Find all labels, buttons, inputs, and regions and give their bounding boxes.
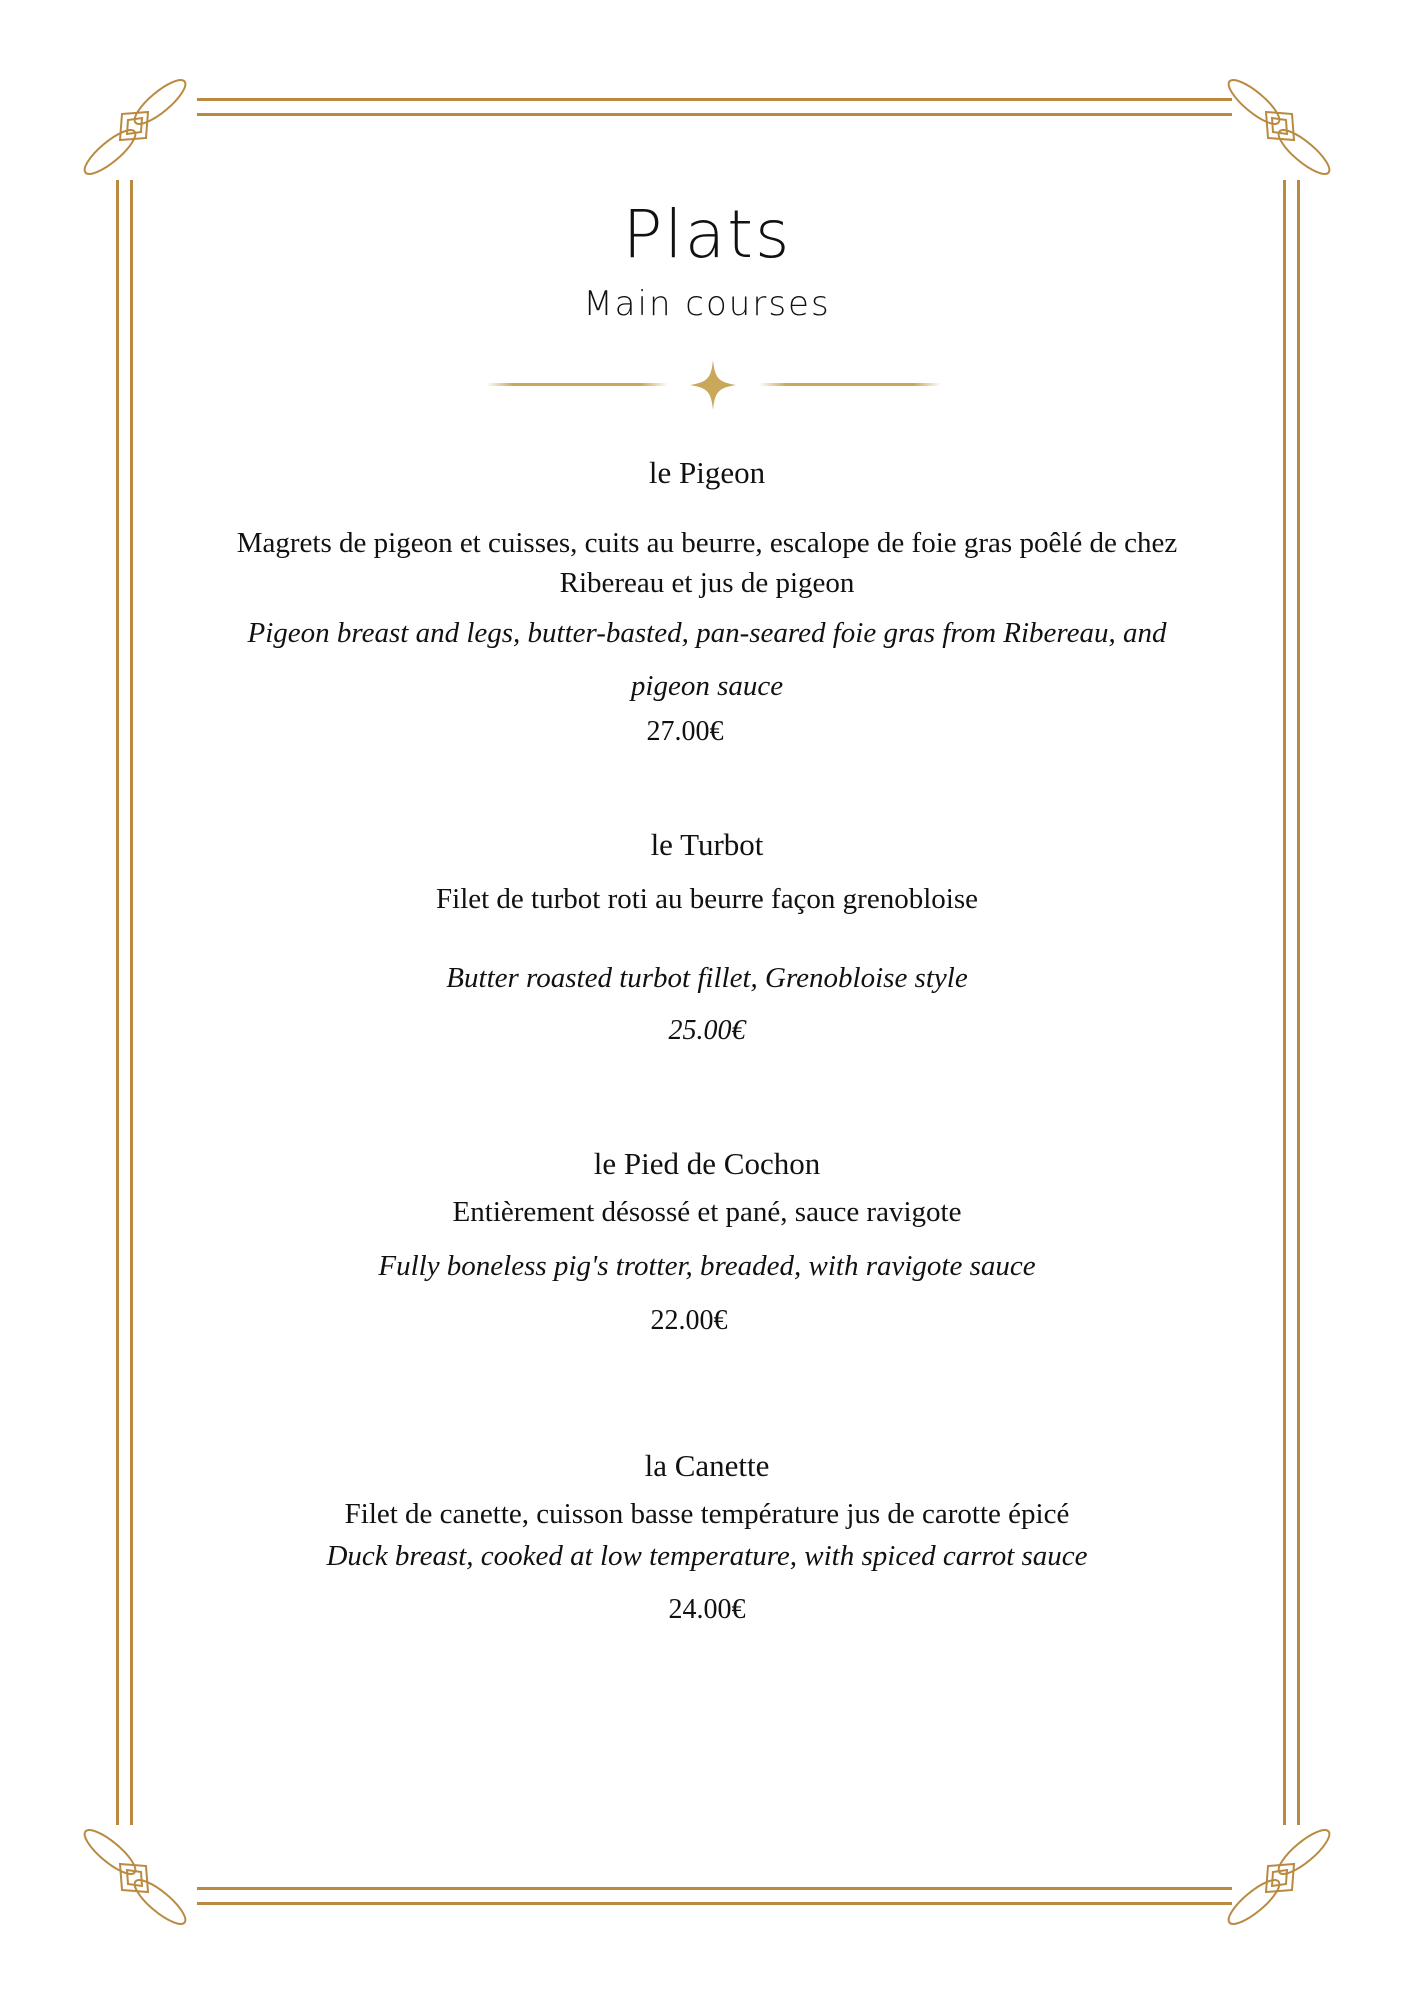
dish-description-fr: Ribereau et jus de pigeon: [559, 567, 855, 599]
dish-description-fr: Filet de turbot roti au beurre façon grenobloise: [436, 883, 978, 915]
frame-right-inner-line: [1283, 180, 1286, 1825]
dish-price: 22.00€: [650, 1305, 728, 1336]
sparkle-star-icon: [690, 360, 736, 410]
corner-ornament-icon: [80, 72, 200, 192]
dish-description-en: pigeon sauce: [630, 670, 784, 702]
frame-left-outer-line: [116, 180, 119, 1825]
frame-bottom-inner-line: [197, 1887, 1232, 1890]
frame-top-inner-line: [197, 113, 1232, 116]
divider-line-right: [759, 383, 941, 386]
dish-description-fr: Magrets de pigeon et cuisses, cuits au beurre, escalope de foie gras poêlé de chez: [236, 527, 1178, 559]
dish-price: 24.00€: [668, 1594, 746, 1625]
dish-description-en: Fully boneless pig's trotter, breaded, with ravigote sauce: [378, 1250, 1036, 1282]
corner-ornament-icon: [1214, 1812, 1334, 1932]
dish-description-en: Butter roasted turbot fillet, Grenobloise style: [446, 962, 968, 994]
frame-right-outer-line: [1297, 180, 1300, 1825]
corner-ornament-icon: [80, 1812, 200, 1932]
dish-description-en: Pigeon breast and legs, butter-basted, pan-seared foie gras from Ribereau, and: [247, 617, 1167, 649]
dish-description-fr: Entièrement désossé et pané, sauce ravigote: [452, 1196, 962, 1228]
frame-bottom-outer-line: [197, 1902, 1232, 1905]
dish-name: le Pigeon: [648, 455, 766, 490]
page-subtitle: Main courses: [583, 284, 831, 324]
dish-description-fr: Filet de canette, cuisson basse température jus de carotte épicé: [344, 1498, 1070, 1530]
frame-left-inner-line: [130, 180, 133, 1825]
dish-name: la Canette: [644, 1448, 770, 1483]
dish-price: 27.00€: [646, 716, 724, 747]
dish-price: 25.00€: [668, 1015, 746, 1046]
divider-line-left: [486, 383, 668, 386]
frame-top-outer-line: [197, 98, 1232, 101]
dish-name: le Turbot: [650, 827, 764, 862]
dish-name: le Pied de Cochon: [593, 1146, 821, 1181]
dish-description-en: Duck breast, cooked at low temperature, with spiced carrot sauce: [326, 1540, 1088, 1572]
corner-ornament-icon: [1214, 72, 1334, 192]
page-title: Plats: [622, 196, 792, 273]
